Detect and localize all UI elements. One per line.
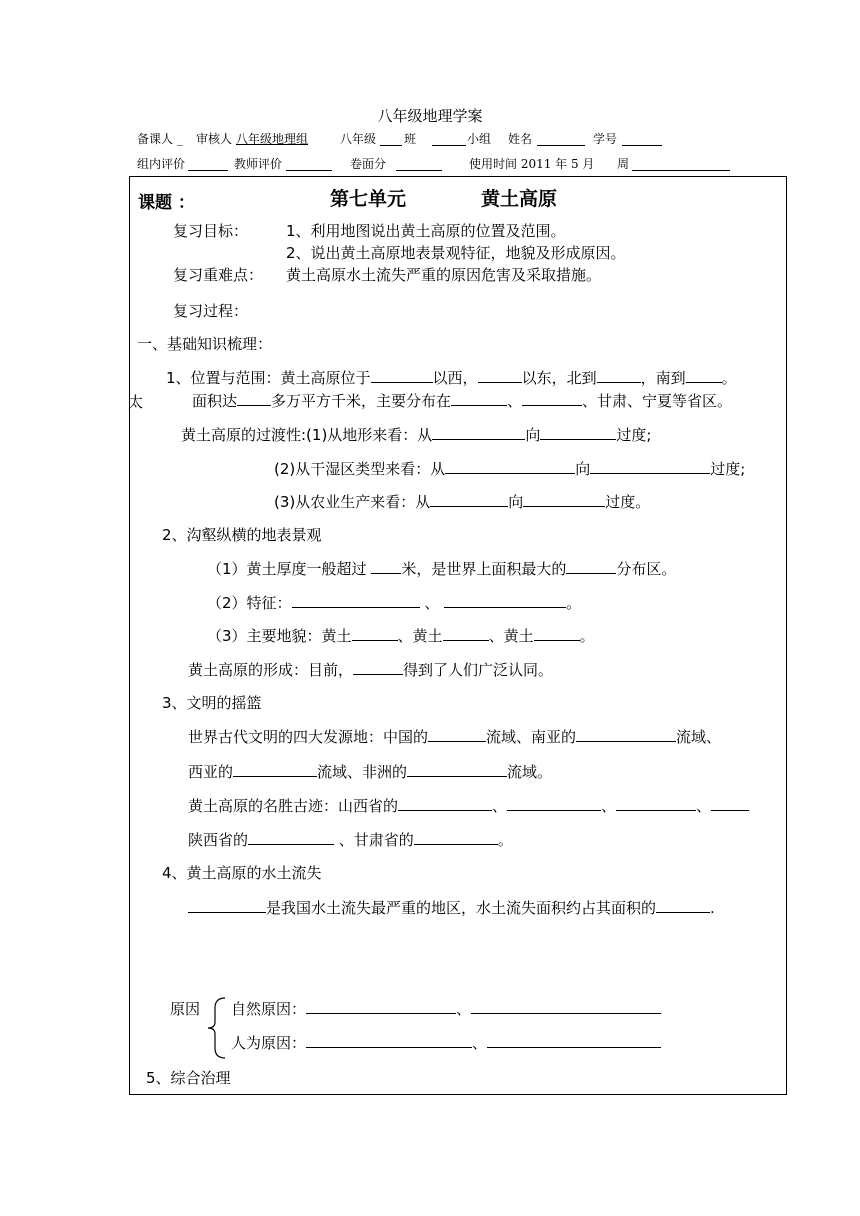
id-label: 学号 [593, 132, 618, 146]
text: 、 [696, 797, 712, 815]
blank-south[interactable] [686, 368, 722, 383]
blank-africa-river[interactable] [407, 762, 507, 777]
blank-china-river[interactable] [428, 727, 486, 742]
text: 自然原因： [231, 1000, 307, 1018]
section2-heading: 2、沟壑纵横的地表景观 [162, 526, 322, 544]
text: （2）特征： [207, 594, 292, 612]
text: 向 [525, 426, 541, 444]
erosion-line-1 [188, 897, 715, 918]
text: （1）黄土厚度一般超过 [207, 560, 367, 578]
paper-score-label: 卷面分 [350, 157, 387, 171]
text: 多万平方千米，主要分布在 [271, 392, 452, 410]
text: 人为原因： [231, 1034, 307, 1052]
name-blank[interactable] [537, 145, 585, 146]
text: 、黄土 [397, 627, 443, 645]
natural-cause-line [231, 998, 661, 1019]
text: 西亚的 [188, 763, 234, 781]
blank-natural-1[interactable] [306, 999, 456, 1014]
civilization-line-1 [188, 726, 721, 747]
text: 。 [566, 594, 582, 612]
blank-shanxi-4[interactable] [711, 796, 749, 811]
text: 流域、南亚的 [486, 728, 577, 746]
text: 、 [601, 797, 617, 815]
text: 过度。 [605, 493, 651, 511]
transition-line-3 [274, 491, 650, 512]
location-line-2 [192, 390, 732, 411]
class-blank[interactable] [380, 145, 402, 146]
text: 、黄土 [488, 627, 534, 645]
prep-label: 备课人 _ [137, 132, 183, 146]
topic-name: 黄土高原 [481, 188, 558, 210]
blank-agri-to[interactable] [523, 492, 605, 507]
teacher-eval-label: 教师评价 [234, 157, 283, 171]
text: 、甘肃省的 [338, 831, 414, 849]
text: 过度; [616, 426, 652, 444]
group-blank[interactable] [432, 145, 466, 146]
blank-province-1[interactable] [451, 391, 507, 406]
blank-thickness[interactable] [371, 559, 401, 574]
reviewer-value: 八年级地理组 [236, 132, 309, 146]
margin-char: 太 [128, 393, 144, 411]
blank-southasia-river[interactable] [576, 727, 676, 742]
text: 1、位置与范围：黄土高原位于 [166, 369, 371, 387]
text: 、 [424, 594, 440, 612]
text: 以东，北到 [521, 369, 597, 387]
civilization-line-4 [188, 829, 513, 850]
grade-label: 八年级 [340, 132, 377, 146]
transition-line-1 [181, 424, 651, 445]
brace-icon [205, 996, 229, 1060]
text: （3）主要地貌：黄土 [207, 627, 352, 645]
goal-item-1: 1、利用地图说出黄土高原的位置及范围。 [286, 222, 566, 240]
unit-title: 第七单元 [330, 188, 407, 210]
civilization-line-2 [188, 761, 552, 782]
blank-theory[interactable] [353, 660, 403, 675]
blank-north[interactable] [597, 368, 641, 383]
text: (2)从干湿区类型来看：从 [274, 460, 446, 478]
text: 、甘肃、宁夏等省区。 [582, 392, 733, 410]
text: 米，是世界上面积最大的 [401, 560, 567, 578]
blank-east[interactable] [478, 368, 522, 383]
blank-shanxi-3[interactable] [616, 796, 696, 811]
group-eval-label: 组内评价 [137, 157, 186, 171]
text: . [710, 899, 715, 917]
goal-item-2: 2、说出黄土高原地表景观特征，地貌及形成原因。 [286, 244, 626, 262]
text: 。 [497, 831, 513, 849]
topic-label: 课题 ： [138, 193, 195, 213]
blank-gansu[interactable] [414, 830, 498, 845]
difficulty-label: 复习重难点： [173, 266, 264, 284]
landscape-line-2 [207, 592, 581, 613]
class-label: 班 [404, 132, 417, 146]
text: 过度; [710, 460, 746, 478]
section1-heading: 一、基础知识梳理： [137, 335, 273, 353]
goals-label: 复习目标： [173, 222, 249, 240]
blank-humidity-from[interactable] [445, 459, 575, 474]
text: 。 [721, 369, 737, 387]
group-label: 小组 [467, 132, 492, 146]
text: 陕西省的 [188, 831, 249, 849]
paper-score-blank[interactable] [396, 170, 442, 171]
text: 、 [492, 797, 508, 815]
text: 流域、非洲的 [317, 763, 408, 781]
blank-area[interactable] [237, 391, 271, 406]
text: 、 [456, 1000, 472, 1018]
blank-ratio[interactable] [656, 898, 710, 913]
blank-westasia-river[interactable] [233, 762, 317, 777]
section4-heading: 4、黄土高原的水土流失 [162, 864, 322, 882]
landscape-line-3 [207, 625, 595, 646]
page-title: 八年级地理学案 [377, 107, 483, 125]
location-line-1 [166, 367, 737, 388]
blank-landform-1[interactable] [352, 626, 398, 641]
teacher-eval-blank[interactable] [286, 170, 332, 171]
blank-province-2[interactable] [522, 391, 582, 406]
process-label: 复习过程： [173, 302, 249, 320]
use-time: 使用时间 2011 年 5 月 [469, 157, 595, 171]
text: 向 [508, 493, 524, 511]
reviewer-label: 审核人 [196, 132, 233, 146]
blank-west[interactable] [371, 368, 433, 383]
blank-terrain-from[interactable] [432, 425, 525, 440]
difficulty-text: 黄土高原水土流失严重的原因危害及采取措施。 [286, 266, 602, 284]
blank-feature-2[interactable] [444, 593, 566, 608]
blank-terrain-to[interactable] [540, 425, 616, 440]
civilization-line-3 [188, 795, 749, 816]
week-blank[interactable] [632, 170, 730, 171]
text: 。 [579, 627, 595, 645]
text: 世界古代文明的四大发源地：中国的 [188, 728, 429, 746]
blank-feature-1[interactable] [292, 593, 420, 608]
text: 黄土高原的名胜古迹：山西省的 [188, 797, 399, 815]
group-eval-blank[interactable] [188, 170, 228, 171]
cause-label: 原因 [170, 1000, 201, 1018]
blank-region[interactable] [188, 898, 266, 913]
text: ，南到 [640, 369, 686, 387]
text: 分布区。 [616, 560, 677, 578]
text: 黄土高原的形成：目前， [188, 661, 354, 679]
blank-landform-2[interactable] [443, 626, 489, 641]
text: (3)从农业生产来看：从 [274, 493, 431, 511]
text: 是我国水土流失最严重的地区，水土流失面积约占其面积的 [266, 899, 657, 917]
week-label: 周 [617, 157, 630, 171]
section3-heading: 3、文明的摇篮 [162, 694, 262, 712]
text: 、 [507, 392, 523, 410]
blank-shanxi-2[interactable] [507, 796, 601, 811]
blank-loess[interactable] [566, 559, 616, 574]
text: 黄土高原的过渡性:(1)从地形来看：从 [181, 426, 433, 444]
blank-natural-2[interactable] [471, 999, 661, 1014]
blank-human-2[interactable] [487, 1033, 661, 1048]
blank-shaanxi[interactable] [248, 830, 334, 845]
id-blank[interactable] [622, 145, 662, 146]
blank-human-1[interactable] [306, 1033, 472, 1048]
text: 向 [575, 460, 591, 478]
human-cause-line [231, 1032, 661, 1053]
text: 以西， [432, 369, 478, 387]
blank-shanxi-1[interactable] [398, 796, 492, 811]
text: 得到了人们广泛认同。 [403, 661, 554, 679]
name-label: 姓名 [508, 132, 533, 146]
text: 流域、 [676, 728, 722, 746]
blank-humidity-to[interactable] [590, 459, 710, 474]
text: 面积达 [192, 392, 238, 410]
landscape-line-4 [188, 659, 553, 680]
text: 流域。 [507, 763, 553, 781]
landscape-line-1 [207, 558, 676, 579]
text: 、 [472, 1034, 488, 1052]
section5-heading: 5、综合治理 [146, 1069, 231, 1087]
transition-line-2 [274, 458, 745, 479]
blank-landform-3[interactable] [534, 626, 580, 641]
blank-agri-from[interactable] [430, 492, 508, 507]
